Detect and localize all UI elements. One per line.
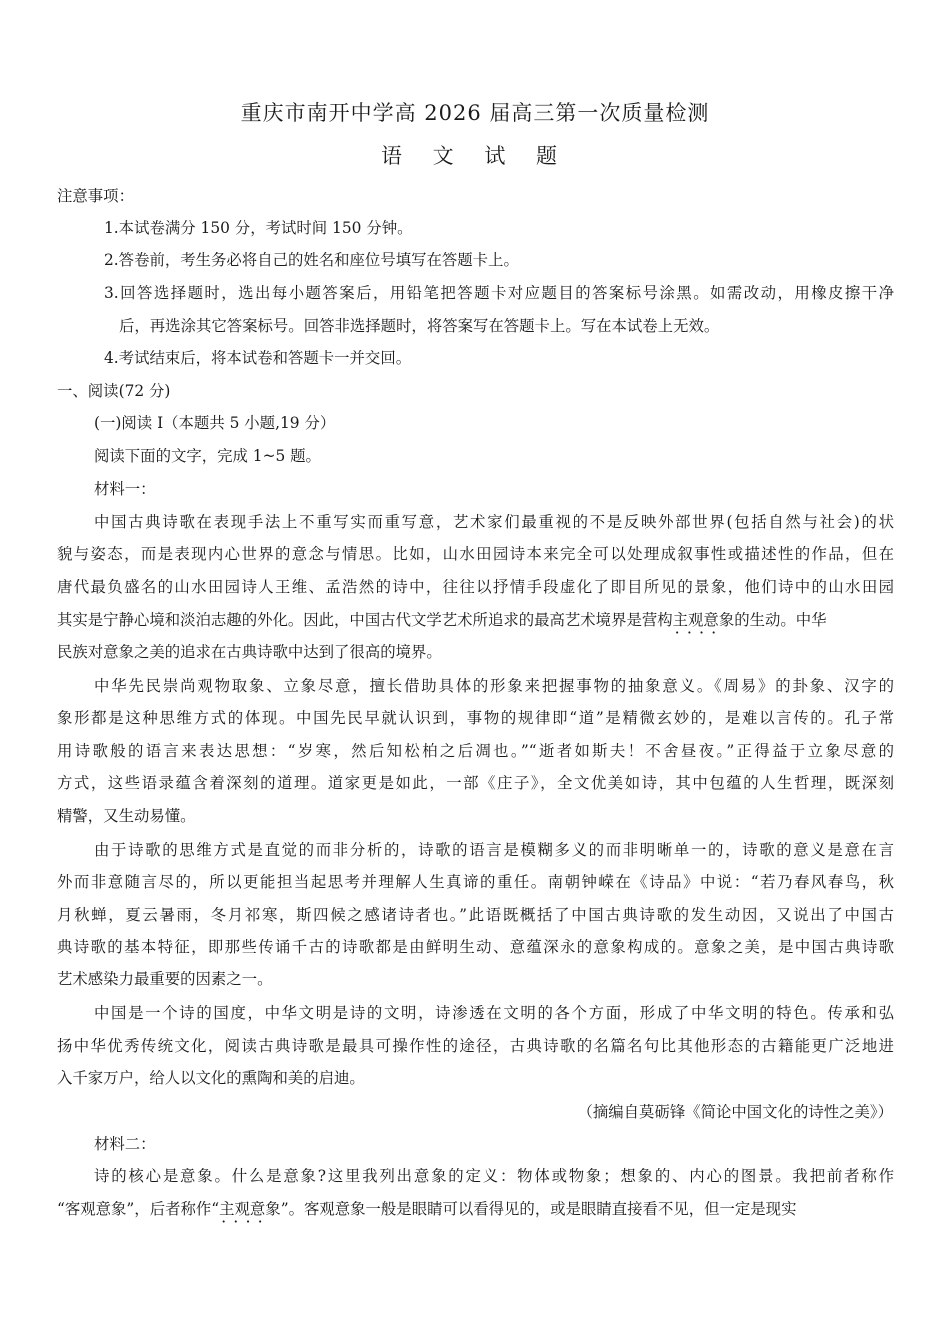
material-1-paragraph-3-line: 由于诗歌的思维方式是直觉的而非分析的，诗歌的语言是模糊多义的而非明晰单一的，诗歌的意义是意在言 xyxy=(94,841,894,859)
material-1-paragraph-2-line: 精警，又生动易懂。 xyxy=(57,807,196,825)
material-1-paragraph-2-line: 中华先民崇尚观物取象、立象尽意，擅长借助具体的形象来把握事物的抽象意义。《周易》的卦象、汉字的 xyxy=(94,677,894,695)
notice-heading: 注意事项： xyxy=(57,187,134,205)
notice-item-1: 1.本试卷满分 150 分，考试时间 150 分钟。 xyxy=(104,219,413,237)
text-run: ”。客观意象一般是眼睛可以看得见的，或是眼睛直接看不见，但一定是现实 xyxy=(280,1200,797,1218)
emphasized-term: 主观意象 · · xyxy=(673,610,735,630)
material-1-source: （摘编自莫砺锋《简论中国文化的诗性之美》） xyxy=(577,1103,893,1121)
material-1-paragraph-4-line: 扬中华优秀传统文化，阅读古典诗歌是最具可操作性的途径，古典诗歌的名篇名句比其他形态的古籍能更广泛地进 xyxy=(57,1037,894,1055)
material-1-paragraph-3-line: 月秋蝉，夏云暑雨，冬月祁寒，斯四候之感诸诗者也。”此语既概括了中国古典诗歌的发生动因，又说出了中国古 xyxy=(57,906,894,924)
exam-subject-title: 语 文 试 题 xyxy=(380,144,570,168)
material-2-paragraph-1-line: 诗的核心是意象。什么是意象?这里我列出意象的定义：物体或物象；想象的、内心的图景。我把前者称作 xyxy=(94,1167,894,1185)
section-heading: 一、阅读(72 分) xyxy=(57,382,171,400)
material-1-paragraph-2-line: 象形都是这种思维方式的体现。中国先民早就认识到，事物的规律即“道”是精微玄妙的，是难以言传的。孔子常 xyxy=(57,709,894,727)
material-1-paragraph-1-line: 中国古典诗歌在表现手法上不重写实而重写意，艺术家们最重视的不是反映外部世界(包括自然与社会)的状 xyxy=(94,513,894,531)
material-1-paragraph-4-line: 入千家万户，给人以文化的熏陶和美的启迪。 xyxy=(57,1069,365,1087)
material-1-paragraph-2-line: 方式，这些语录蕴含着深刻的道理。道家更是如此，一部《庄子》，全文优美如诗，其中包蕴的人生哲理，既深刻 xyxy=(57,774,894,792)
material-1-paragraph-1-line: 唐代最负盛名的山水田园诗人王维、孟浩然的诗中，往往以抒情手段虚化了即目所见的景象，他们诗中的山水田园 xyxy=(57,578,894,596)
exam-title: 重庆市南开中学高 2026 届高三第一次质量检测 xyxy=(240,101,710,125)
material-1-paragraph-1-line: 民族对意象之美的追求在古典诗歌中达到了很高的境界。 xyxy=(57,643,442,661)
material-1-paragraph-4-line: 中国是一个诗的国度，中华文明是诗的文明，诗渗透在文明的各个方面，形成了中华文明的特色。传承和弘 xyxy=(94,1004,894,1022)
material-2-paragraph-1-line xyxy=(57,1199,796,1219)
notice-item-2: 2.答卷前，考生务必将自己的姓名和座位号填写在答题卡上。 xyxy=(104,251,519,269)
material-2-label: 材料二： xyxy=(94,1135,156,1153)
material-1-paragraph-3-line: 典诗歌的基本特征，即那些传诵千古的诗歌都是由鲜明生动、意蕴深永的意象构成的。意象之美，是中国古典诗歌 xyxy=(57,938,894,956)
notice-item-3-continued: 后，再选涂其它答案标号。回答非选择题时，将答案写在答题卡上。写在本试卷上无效。 xyxy=(119,317,720,335)
text-run: 的生动。中华 xyxy=(734,611,827,629)
material-1-paragraph-3-line: 外而非意随言尽的，所以更能担当起思考并理解人生真谛的重任。南朝钟嵘在《诗品》中说：“若乃春风春鸟，秋 xyxy=(57,873,894,891)
text-run: “客观意象”，后者称作“ xyxy=(57,1200,220,1218)
emphasized-term: 主观意象 · · xyxy=(219,1199,281,1219)
section-sub-heading: (一)阅读 I（本题共 5 小题,19 分） xyxy=(94,414,336,432)
notice-item-3: 3.回答选择题时，选出每小题答案后，用铅笔把答题卡对应题目的答案标号涂黑。如需改动，用橡皮擦干净 xyxy=(104,284,894,302)
notice-item-4: 4.考试结束后，将本试卷和答题卡一并交回。 xyxy=(104,349,412,367)
text-run: 其实是宁静心境和淡泊志趣的外化。因此，中国古代文学艺术所追求的最高艺术境界是营构 xyxy=(57,611,673,629)
material-1-label: 材料一： xyxy=(94,480,156,498)
material-1-paragraph-2-line: 用诗歌般的语言来表达思想：“岁寒，然后知松柏之后凋也。”“逝者如斯夫！不舍昼夜。”正得益于立象尽意的 xyxy=(57,742,894,760)
material-1-paragraph-1-line xyxy=(57,610,827,630)
section-instruction: 阅读下面的文字，完成 1~5 题。 xyxy=(94,447,321,465)
material-1-paragraph-3-line: 艺术感染力最重要的因素之一。 xyxy=(57,970,273,988)
material-1-paragraph-1-line: 貌与姿态，而是表现内心世界的意念与情思。比如，山水田园诗本来完全可以处理成叙事性或描述性的作品，但在 xyxy=(57,545,894,563)
